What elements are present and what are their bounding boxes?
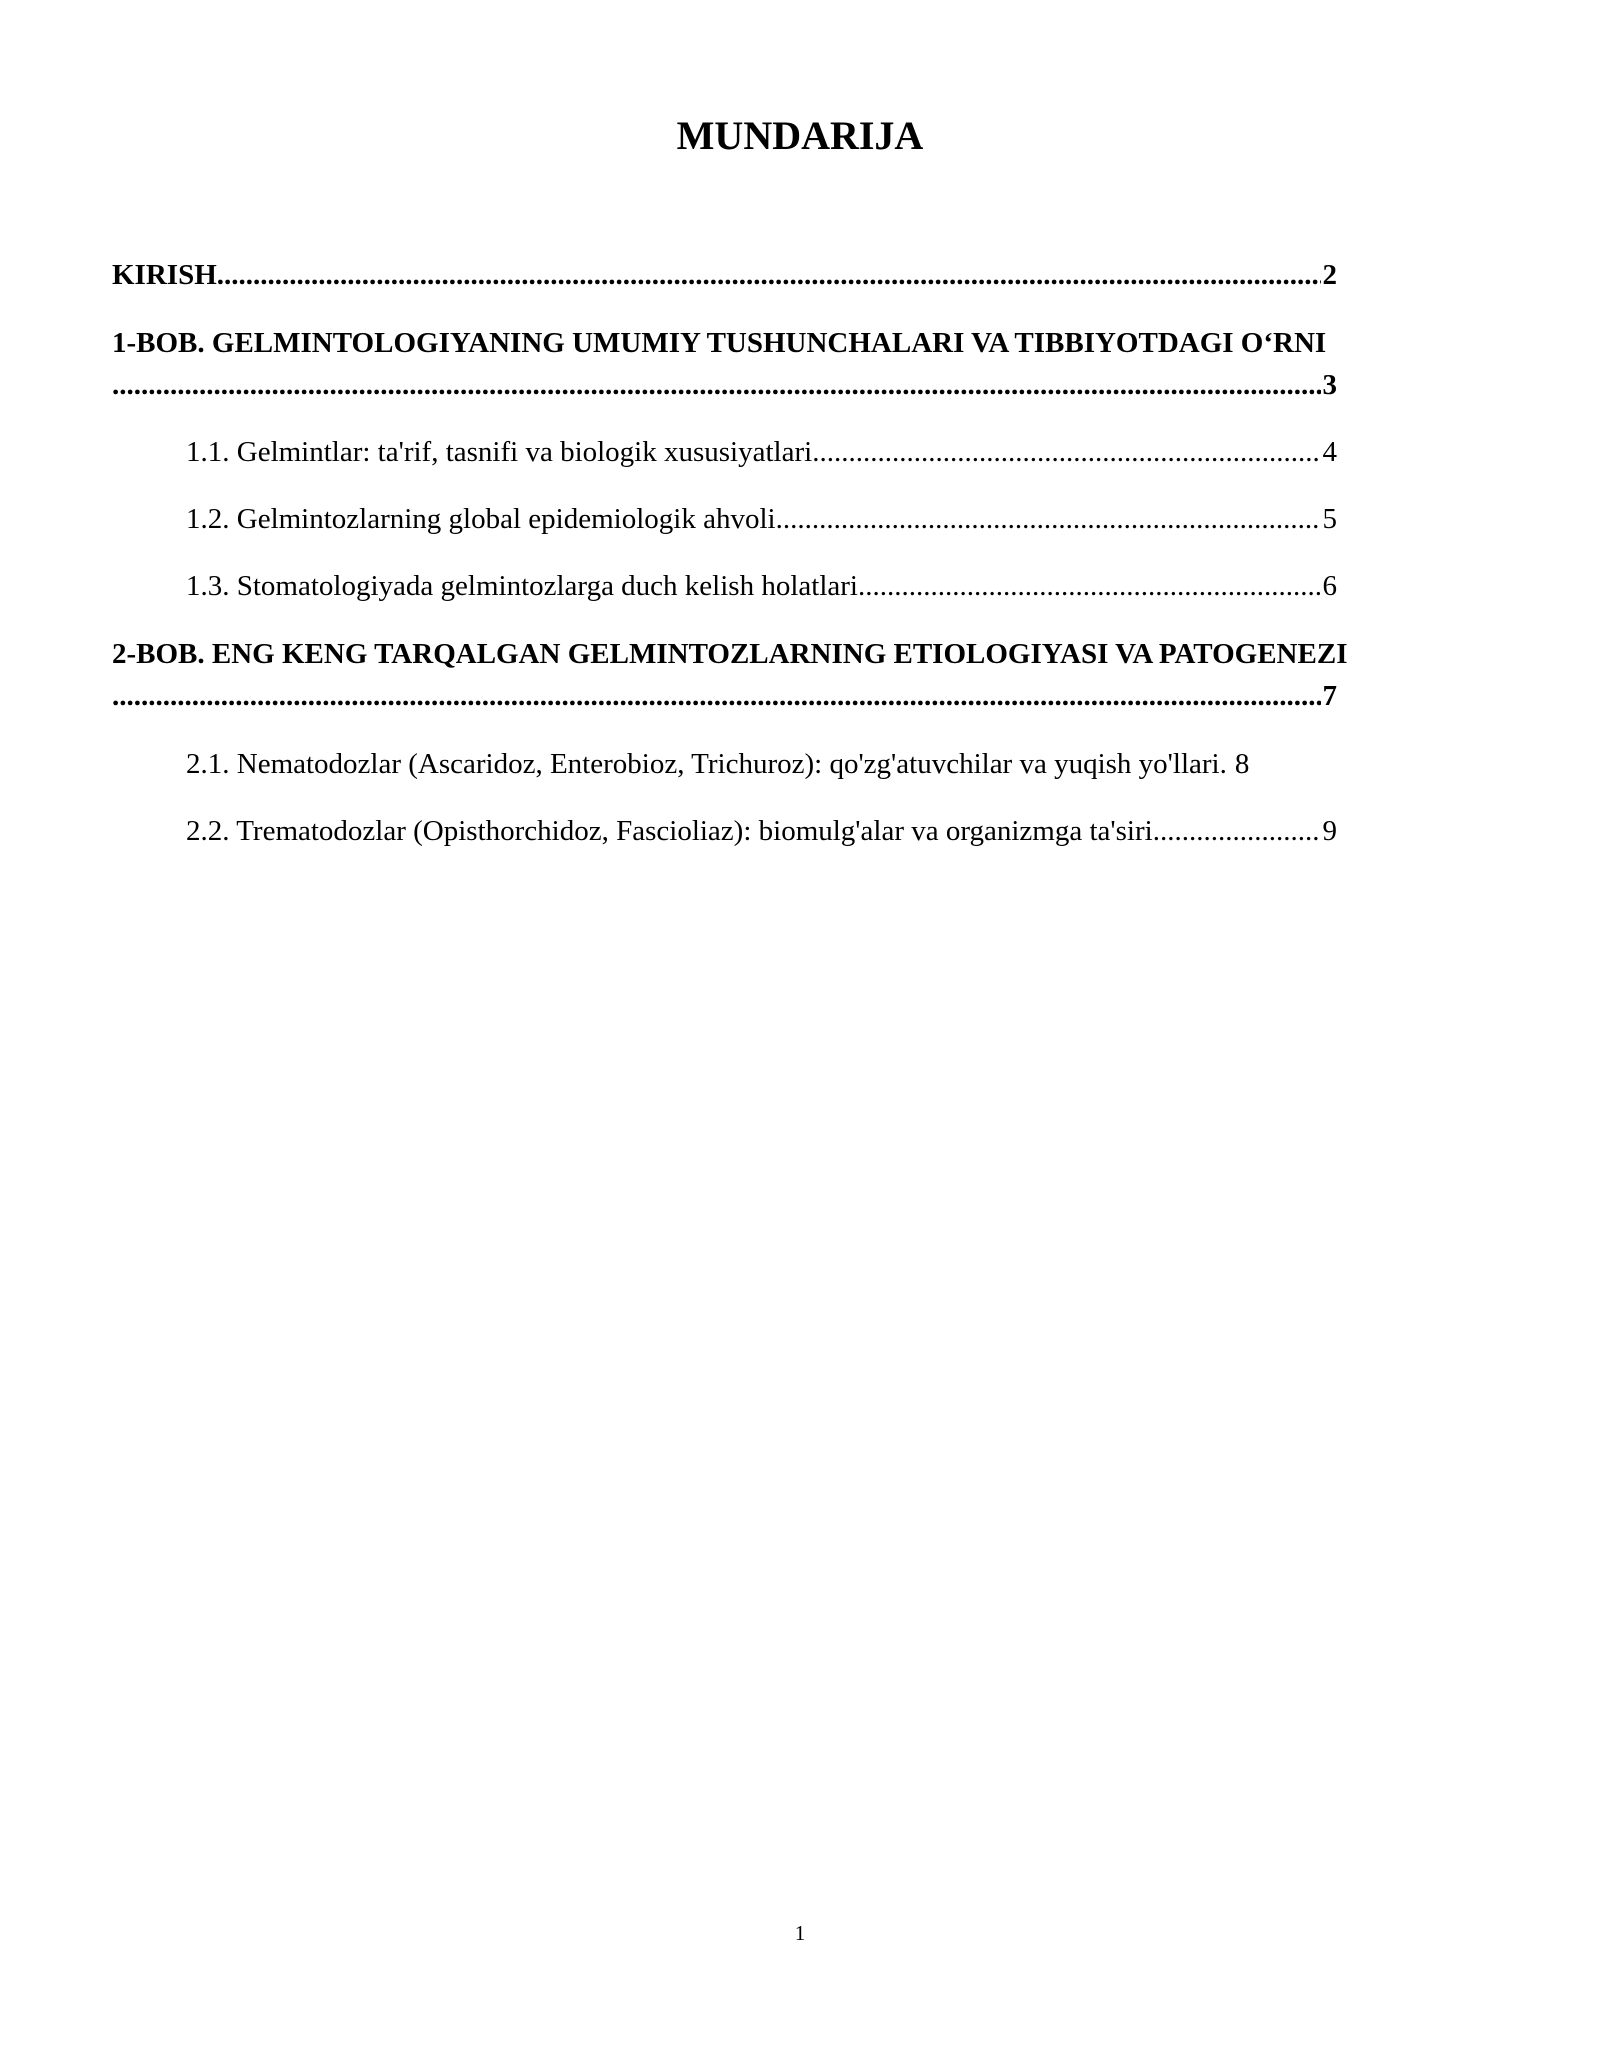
toc-entry-section-1-3[interactable] (186, 565, 1337, 607)
toc-entry-text: 2.1. Nematodozlar (Ascaridoz, Enterobioz, Trichuroz): qo'zg'atuvchilar va yuqish yo'llari. (186, 748, 1227, 780)
toc-chapter-1-title[interactable]: 1-BOB. GELMINTOLOGIYANING UMUMIY TUSHUNCHALARI VA TIBBIYOTDAGI O‘RNI (112, 327, 1327, 359)
toc-leader-dots (112, 675, 1321, 717)
toc-page-number: 7 (1322, 680, 1337, 712)
toc-page-number: 6 (1322, 570, 1337, 602)
toc-entry-text: 2.2. Trematodozlar (Opisthorchidoz, Fascioliaz): biomulg'alar va organizmga ta'siri (186, 815, 1153, 847)
toc-entry-chapter-1[interactable] (112, 364, 1337, 406)
toc-leader-dots (858, 565, 1321, 607)
toc-leader-dots (112, 364, 1321, 406)
toc-entry-text: 1.1. Gelmintlar: ta'rif, tasnifi va biologik xususiyatlari (186, 436, 813, 468)
toc-page-number: 2 (1322, 259, 1337, 291)
toc-entry-section-2-2[interactable] (186, 810, 1337, 852)
toc-page-number: 9 (1322, 815, 1337, 847)
toc-page-number: 4 (1322, 436, 1337, 468)
toc-entry-text: 1.2. Gelmintozlarning global epidemiologik ahvoli (186, 503, 776, 535)
footer-page-number: 1 (794, 1921, 806, 1945)
toc-entry-chapter-2[interactable] (112, 675, 1337, 717)
toc-leader-dots (812, 431, 1320, 473)
toc-entry-section-2-1[interactable] (186, 743, 1337, 785)
toc-leader-dots (776, 498, 1321, 540)
toc-chapter-2-title[interactable]: 2-BOB. ENG KENG TARQALGAN GELMINTOZLARNING ETIOLOGIYASI VA PATOGENEZI (112, 638, 1348, 670)
toc-entry-text: 1.3. Stomatologiyada gelmintozlarga duch kelish holatlari (186, 570, 858, 602)
toc-entry-section-1-2[interactable] (186, 498, 1337, 540)
toc-page-number: 3 (1322, 369, 1337, 401)
toc-leader-dots (1153, 810, 1321, 852)
toc-entry-text: KIRISH (112, 259, 217, 291)
toc-page-number: 8 (1234, 748, 1250, 780)
page-title: MUNDARIJA (676, 113, 924, 158)
toc-leader-dots (217, 254, 1321, 296)
toc-entry-section-1-1[interactable] (186, 431, 1337, 473)
toc-entry-kirish[interactable] (112, 254, 1337, 296)
toc-page-number: 5 (1322, 503, 1337, 535)
